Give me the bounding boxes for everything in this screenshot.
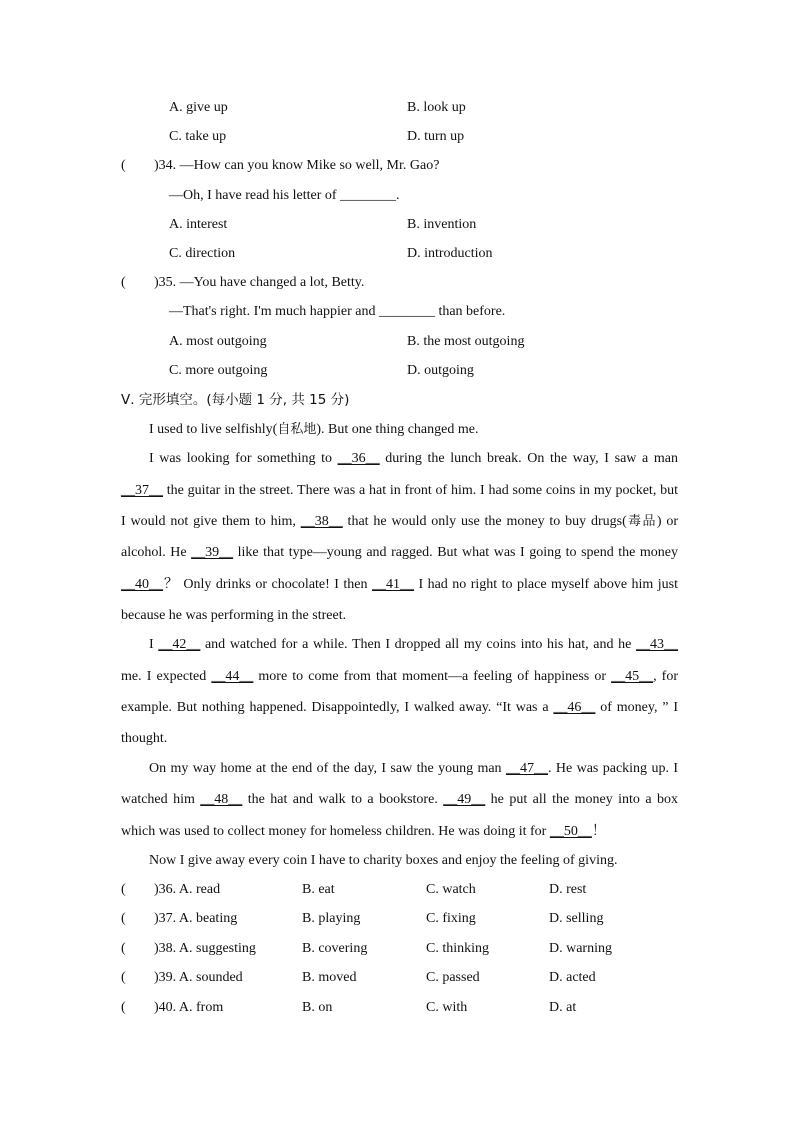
q34-option-c: C. direction: [169, 246, 236, 261]
passage-p2-line2: __37__ the guitar in the street. There was a hat in front of him. I had some coins in my pocket, but: [121, 483, 678, 498]
blank-44: __44__: [211, 669, 254, 684]
blank-46: __46__: [553, 700, 596, 715]
q33-option-a: A. give up: [169, 100, 228, 115]
passage-p2-line6: because he was performing in the street.: [121, 608, 347, 623]
passage-p4-line3: which was used to collect money for homeless children. He was doing it for __50__！: [121, 824, 606, 839]
q33-option-c: C. take up: [169, 129, 227, 144]
passage-p2-line3: I would not give them to him, __38__ that he would only use the money to buy drugs(毒品) or: [121, 514, 678, 529]
q33-option-d: D. turn up: [407, 129, 465, 144]
q39-bracket: (: [121, 970, 126, 985]
passage-p3-line2: me. I expected __44__ more to come from that moment—a feeling of happiness or __45__, for: [121, 669, 679, 684]
section-title: Ⅴ. 完形填空。(每小题 1 分, 共 15 分): [121, 392, 350, 408]
q34-option-a: A. interest: [169, 217, 228, 232]
q35-option-a: A. most outgoing: [169, 334, 267, 349]
passage-p3-line1: I __42__ and watched for a while. Then I dropped all my coins into his hat, and he __43__: [149, 637, 678, 652]
q35-number: )35.: [154, 275, 177, 290]
q40-option-b: B. on: [302, 1000, 333, 1015]
passage-p4-line2: watched him __48__ the hat and walk to a bookstore. __49__ he put all the money into a box: [121, 792, 679, 807]
q34-question: [154, 157, 439, 175]
passage-p4-line1: On my way home at the end of the day, I saw the young man __47__. He was packing up. I: [149, 761, 679, 776]
q35-option-d: D. outgoing: [407, 363, 474, 378]
q38-option-d: D. warning: [549, 941, 612, 956]
q34-option-d: D. introduction: [407, 246, 493, 261]
blank-39: __39__: [191, 545, 234, 560]
q35-option-b: B. the most outgoing: [407, 334, 525, 349]
q35-bracket: (: [121, 275, 126, 290]
blank-45: __45__: [611, 669, 654, 684]
q34-bracket: (: [121, 158, 126, 173]
q39-option-a: )39. A. sounded: [154, 970, 243, 985]
passage-p5: Now I give away every coin I have to charity boxes and enjoy the feeling of giving.: [149, 853, 618, 868]
passage-p3-line3: example. But nothing happened. Disappointedly, I walked away. “It was a __46__ of money, ” I: [121, 700, 678, 715]
blank-38: __38__: [300, 514, 343, 529]
q36-option-d: D. rest: [549, 882, 587, 897]
q34-stem: —How can you know Mike so well, Mr. Gao?: [179, 158, 440, 173]
blank-47: __47__: [505, 761, 548, 776]
q34-reply: —Oh, I have read his letter of ________.: [169, 188, 400, 203]
q38-option-a: )38. A. suggesting: [154, 941, 256, 956]
passage-p2-line1: I was looking for something to __36__ during the lunch break. On the way, I saw a man: [149, 451, 679, 466]
q36-option-b: B. eat: [302, 882, 335, 897]
blank-42: __42__: [158, 637, 201, 652]
q33-option-b: B. look up: [407, 100, 466, 115]
blank-48: __48__: [200, 792, 243, 807]
blank-37: __37__: [121, 483, 163, 498]
q37-bracket: (: [121, 911, 126, 926]
q36-option-a: )36. A. read: [154, 882, 221, 897]
q36-bracket: (: [121, 882, 126, 897]
blank-43: __43__: [635, 637, 678, 652]
blank-50: __50__: [549, 824, 592, 839]
q34-option-b: B. invention: [407, 217, 477, 232]
q40-option-c: C. with: [426, 1000, 468, 1015]
q40-option-d: D. at: [549, 1000, 577, 1015]
q39-option-c: C. passed: [426, 970, 480, 985]
blank-41: __41__: [371, 577, 414, 592]
q35-reply: —That's right. I'm much happier and ________ than before.: [169, 304, 506, 319]
q40-bracket: (: [121, 1000, 126, 1015]
blank-49: __49__: [443, 792, 486, 807]
q37-option-d: D. selling: [549, 911, 604, 926]
passage-p2-line4: alcohol. He __39__ like that type—young and ragged. But what was I going to spend the money: [121, 545, 679, 560]
q38-bracket: (: [121, 941, 126, 956]
q37-option-b: B. playing: [302, 911, 361, 926]
q36-option-c: C. watch: [426, 882, 476, 897]
q37-option-c: C. fixing: [426, 911, 476, 926]
passage-p3-line4: thought.: [121, 731, 168, 746]
q38-option-b: B. covering: [302, 941, 368, 956]
q35-option-c: C. more outgoing: [169, 363, 268, 378]
q39-option-b: B. moved: [302, 970, 357, 985]
passage-p1: I used to live selfishly(自私地). But one thing changed me.: [149, 422, 479, 437]
blank-36: __36__: [337, 451, 380, 466]
q34-number: )34.: [154, 158, 177, 173]
q37-option-a: )37. A. beating: [154, 911, 238, 926]
q39-option-d: D. acted: [549, 970, 596, 985]
q38-option-c: C. thinking: [426, 941, 490, 956]
q35-question: [154, 274, 364, 292]
blank-40: __40__: [121, 577, 163, 592]
q35-stem: —You have changed a lot, Betty.: [179, 275, 365, 290]
passage-p2-line5: __40__？ Only drinks or chocolate! I then __41__ I had no right to place myself above him just: [121, 577, 678, 592]
q40-option-a: )40. A. from: [154, 1000, 224, 1015]
